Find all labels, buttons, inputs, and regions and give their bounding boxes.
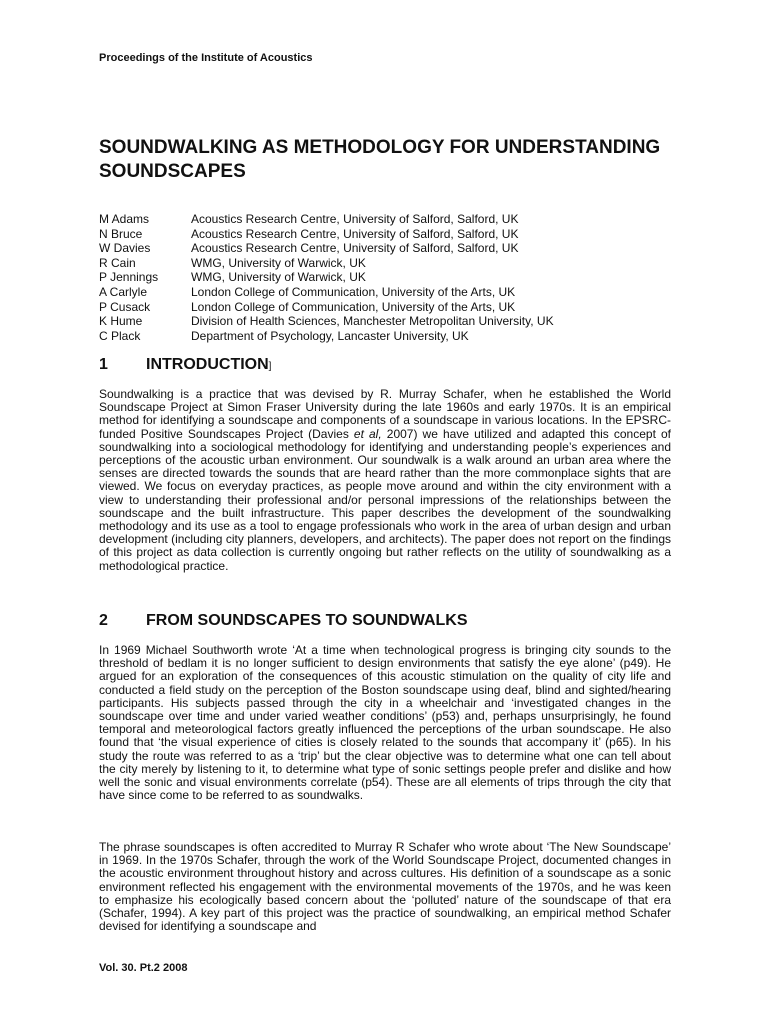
author-row — [99, 314, 679, 329]
author-affiliation: Division of Health Sciences, Manchester Metropolitan University, UK — [191, 314, 554, 329]
section-heading-soundwalks — [99, 612, 468, 630]
section-title-mark: ] — [268, 361, 272, 372]
author-row — [99, 270, 679, 285]
paper-title: SOUNDWALKING AS METHODOLOGY FOR UNDERSTANDING SOUNDSCAPES — [99, 137, 661, 182]
author-name: M Adams — [99, 212, 150, 226]
paragraph-text: 2007) we have utilized and adapted this concept of soundwalking into a sociological methodology for identifying and understanding people’s experiences and perceptions of the acoustic urban environment. Our soundwalk is a walk around an urban area where the senses are directed towards the sounds that are heard rather than the more commonplace sights that are viewed. We focus on everyday practices, as people move around and within the city environment with a view to understanding their professional and/or personal impressions of the relationships between the soundscape and the built infrastructure. This paper describes the development of the soundwalking methodology and its use as a tool to engage professionals who work in the area of urban design and urban development (including city planners, developers, and architects). The paper does not report on the findings of this project as data collection is currently ongoing but rather reflects on the utility of soundwalking as a methodological practice. — [99, 426, 671, 573]
author-affiliation: WMG, University of Warwick, UK — [191, 270, 366, 285]
citation-italic: et al, — [353, 426, 382, 441]
author-row — [99, 212, 679, 227]
author-name: C Plack — [99, 328, 141, 343]
author-affiliation: WMG, University of Warwick, UK — [191, 255, 366, 270]
author-name: P Cusack — [99, 299, 151, 314]
author-affiliation: London College of Communication, University of the Arts, UK — [191, 284, 516, 299]
author-affiliation: Acoustics Research Centre, University of Salford, Salford, UK — [191, 212, 519, 226]
author-name: R Cain — [99, 255, 136, 270]
body-paragraph: In 1969 Michael Southworth wrote ‘At a time when technological progress is bringing city sounds to the threshold of bedlam it is no longer sufficient to design environments that satisfy the eye alone’ (p49). He argued for an exploration of the consequences of this acoustic stimulation on the quality of city life and conducted a field study on the perception of the Boston soundscape using deaf, blind and sighted/hearing participants. His subjects passed through the city in a wheelchair and ‘investigated changes in the soundscape over time and under varied weather conditions’ (p53) and, perhaps unsurprisingly, he found temporal and meteorological factors greatly influenced the perceptions of the urban soundscape. He also found that ‘the visual experience of cities is closely related to the sounds that accompany it’ (p65). In his study the route was referred to as a ‘trip’ but the clear objective was to determine what one can tell about the city merely by listening to it, to determine what type of sonic settings people prefer and dislike and how well the sonic and visual environments correlate (p54). These are all elements of trips through the city that have since come to be referred to as soundwalks. — [99, 643, 671, 803]
author-name: W Davies — [99, 241, 151, 256]
author-name: P Jennings — [99, 270, 159, 285]
section-number: 1 — [99, 356, 108, 373]
author-row — [99, 300, 679, 315]
paragraph-text: Soundwalking is a practice that was devised by R. Murray Schafer, when he established the World Soundscape Project at Simon Fraser University during the late 1960s and early 1970s. It is an empirical method for identifying a soundscape and components of a soundscape in various locations. In the EPSRC-funded Positive Soundscapes Project (Davies — [99, 387, 671, 441]
author-row — [99, 227, 679, 242]
author-row — [99, 241, 679, 256]
section-number: 2 — [99, 612, 108, 629]
section-title: FROM SOUNDSCAPES TO SOUNDWALKS — [146, 612, 468, 629]
author-affiliation: Acoustics Research Centre, University of Salford, Salford, UK — [191, 226, 519, 241]
author-name: K Hume — [99, 314, 143, 329]
volume-footer: Vol. 30. Pt.2 2008 — [99, 962, 188, 974]
author-row — [99, 329, 679, 344]
introduction-paragraph — [99, 388, 671, 573]
body-paragraph: The phrase soundscapes is often accredited to Murray R Schafer who wrote about ‘The New Soundscape’ in 1969. In the 1970s Schafer, through the work of the World Soundscape Project, documented changes in the acoustic environment throughout history and across cultures. His definition of a soundscape as a sonic environment reflected his engagement with the environmental movements of the 1970s, and he was keen to emphasize his ecologically based concern about the ‘polluted’ nature of the soundscape of that era (Schafer, 1994). A key part of this project was the practice of soundwalking, an empirical method Schafer devised for identifying a soundscape and — [99, 840, 671, 934]
author-affiliation: London College of Communication, University of the Arts, UK — [191, 299, 516, 314]
author-row — [99, 285, 679, 300]
running-header: Proceedings of the Institute of Acoustics — [99, 52, 313, 64]
section-title: INTRODUCTION — [146, 356, 269, 373]
author-affiliation: Acoustics Research Centre, University of Salford, Salford, UK — [191, 241, 519, 256]
author-row — [99, 256, 679, 271]
author-affiliation: Department of Psychology, Lancaster University, UK — [191, 328, 469, 343]
author-name: A Carlyle — [99, 284, 148, 299]
section-heading-introduction — [99, 356, 271, 374]
author-name: N Bruce — [99, 226, 143, 241]
author-list — [99, 212, 679, 343]
